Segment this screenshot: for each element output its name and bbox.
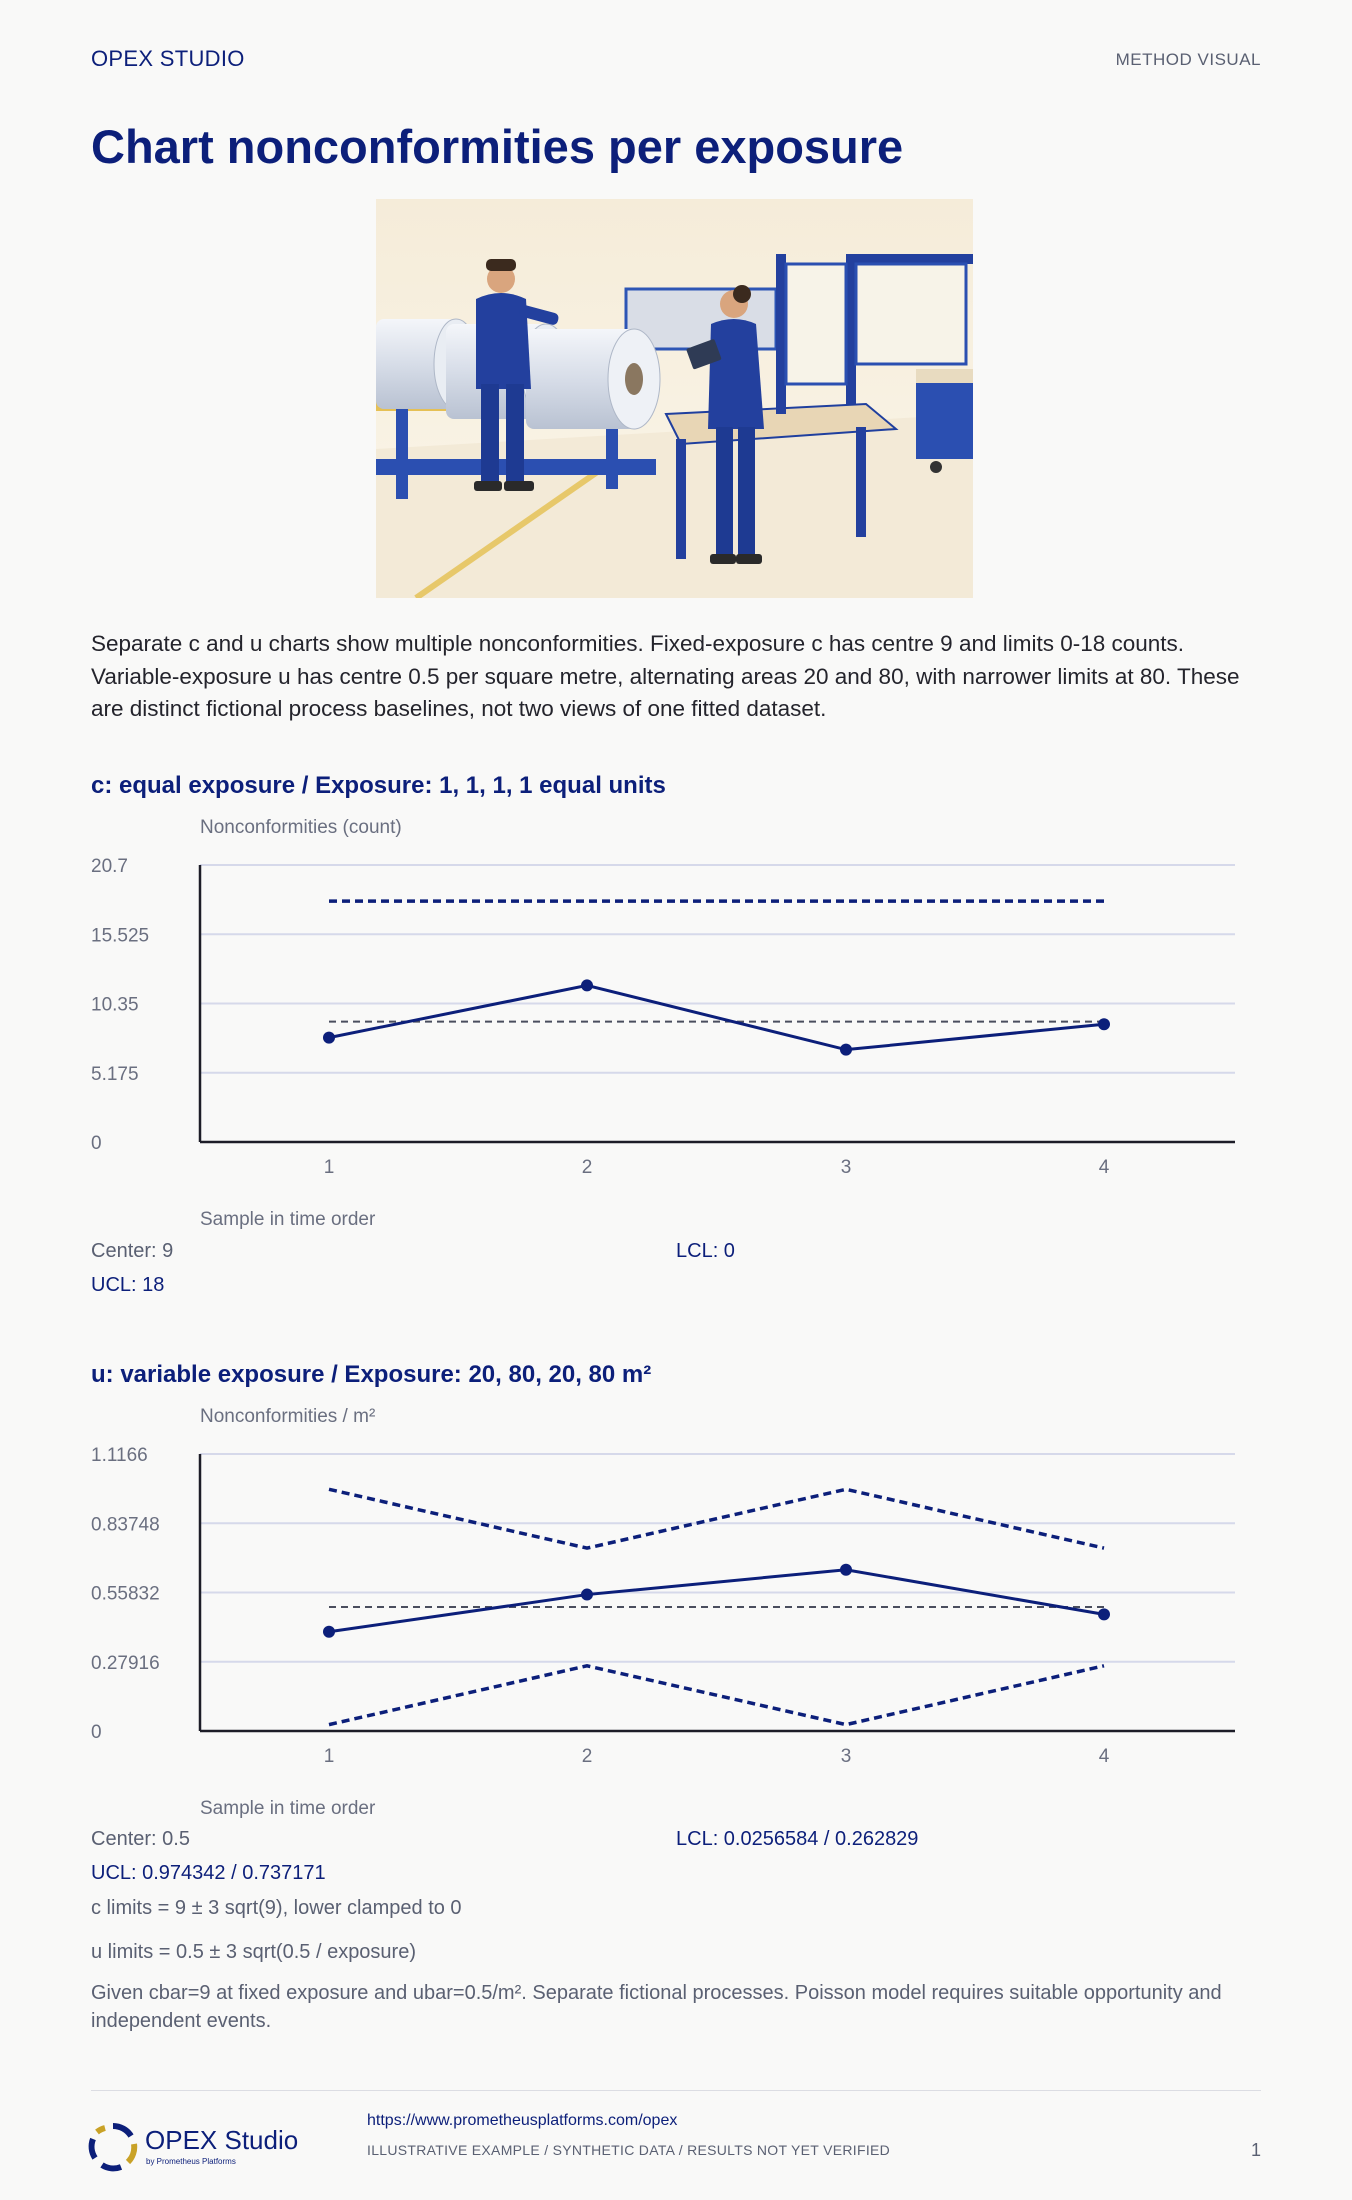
chart0-data-line (329, 985, 1104, 1049)
chart0-y-tick-label: 10.35 (91, 994, 139, 1016)
chart1-y-tick-label: 1.1166 (91, 1445, 148, 1466)
footer-disclaimer: ILLUSTRATIVE EXAMPLE / SYNTHETIC DATA / RESULTS NOT YET VERIFIED (367, 2142, 891, 2158)
chart0-x-tick-label: 2 (581, 1157, 593, 1178)
chart0-x-tick-label: 4 (1098, 1157, 1110, 1178)
chart-c-title: c: equal exposure / Exposure: 1, 1, 1, 1 equal units (91, 772, 666, 799)
chart1-y-axis-label: Nonconformities / m² (200, 1406, 376, 1427)
chart1-x-tick-label: 1 (323, 1746, 335, 1767)
page-header (91, 46, 1261, 76)
chart0-y-tick-label: 5.175 (91, 1063, 139, 1085)
chart1-data-point (581, 1589, 593, 1601)
page-title: Chart nonconformities per exposure (91, 120, 904, 173)
page-number: 1 (1250, 2140, 1261, 2160)
chart1-data-point (1098, 1608, 1110, 1620)
chart-u-center-text: Center: 0.5 (91, 1828, 190, 1850)
chart0-data-point (323, 1032, 335, 1044)
chart1-x-tick-label: 2 (581, 1746, 593, 1767)
chart0-y-axis-label: Nonconformities (count) (200, 817, 402, 838)
chart-u-lcl-text: LCL: 0.0256584 / 0.262829 (676, 1828, 919, 1850)
chart1-x-tick-label: 4 (1098, 1746, 1110, 1767)
c-limits-formula: c limits = 9 ± 3 sqrt(9), lower clamped to 0 (91, 1897, 462, 1919)
footnote: Given cbar=9 at fixed exposure and ubar=0.5/m². Separate fictional processes. Poisson model requires suitable opportunity and independent events. (91, 1982, 1222, 2032)
chart1-x-tick-label: 3 (840, 1746, 852, 1767)
footer-url-link[interactable]: https://www.prometheusplatforms.com/opex (367, 2112, 678, 2129)
chart-u-variable-exposure (0, 1399, 1352, 1819)
chart1-y-tick-label: 0.83748 (91, 1514, 160, 1536)
u-limits-formula: u limits = 0.5 ± 3 sqrt(0.5 / exposure) (91, 1941, 416, 1963)
chart1-y-tick-label: 0.55832 (91, 1583, 160, 1605)
intro-paragraph: Separate c and u charts show multiple nonconformities. Fixed-exposure c has centre 9 and limits 0-18 counts. Variable-exposure u has centre 0.5 per square metre, alternating areas 20 and 80, with narrower limits at 80. These are distinct fictional process baselines, not two views of one fitted dataset. (91, 631, 1240, 721)
chart1-ucl-line (329, 1489, 1104, 1548)
chart1-data-point (840, 1564, 852, 1576)
chart-c-lcl-text: LCL: 0 (676, 1240, 735, 1262)
footer-divider (91, 2090, 1261, 2091)
chart0-x-tick-label: 3 (840, 1157, 852, 1178)
chart-u-ucl-text: UCL: 0.974342 / 0.737171 (91, 1862, 326, 1884)
chart-c-center-text: Center: 9 (91, 1240, 174, 1262)
chart1-data-line (329, 1570, 1104, 1632)
chart-c-ucl-text: UCL: 18 (91, 1274, 165, 1296)
chart0-data-point (1098, 1018, 1110, 1030)
section-label: METHOD VISUAL (1115, 50, 1261, 69)
chart-u-title: u: variable exposure / Exposure: 20, 80, 20, 80 m² (91, 1361, 652, 1388)
chart0-x-tick-label: 1 (323, 1157, 335, 1178)
chart-c-equal-exposure (0, 810, 1352, 1230)
chart1-y-tick-label: 0 (91, 1722, 102, 1743)
chart0-x-axis-label: Sample in time order (200, 1209, 376, 1230)
footer-logo-byline: by Prometheus Platforms (146, 2157, 236, 2166)
chart0-y-tick-label: 0 (91, 1133, 102, 1154)
chart0-data-point (840, 1044, 852, 1056)
chart1-y-tick-label: 0.27916 (91, 1652, 160, 1674)
chart0-y-tick-label: 15.525 (91, 925, 150, 947)
chart1-x-axis-label: Sample in time order (200, 1798, 376, 1819)
brand-label: OPEX STUDIO (91, 46, 245, 71)
hero-illustration (376, 199, 973, 598)
chart0-y-tick-label: 20.7 (91, 856, 128, 877)
footer-logo-name: OPEX Studio (145, 2125, 299, 2155)
chart1-data-point (323, 1626, 335, 1638)
chart0-data-point (581, 979, 593, 991)
opex-logo-icon (88, 2122, 138, 2172)
chart1-lcl-line (329, 1666, 1104, 1725)
